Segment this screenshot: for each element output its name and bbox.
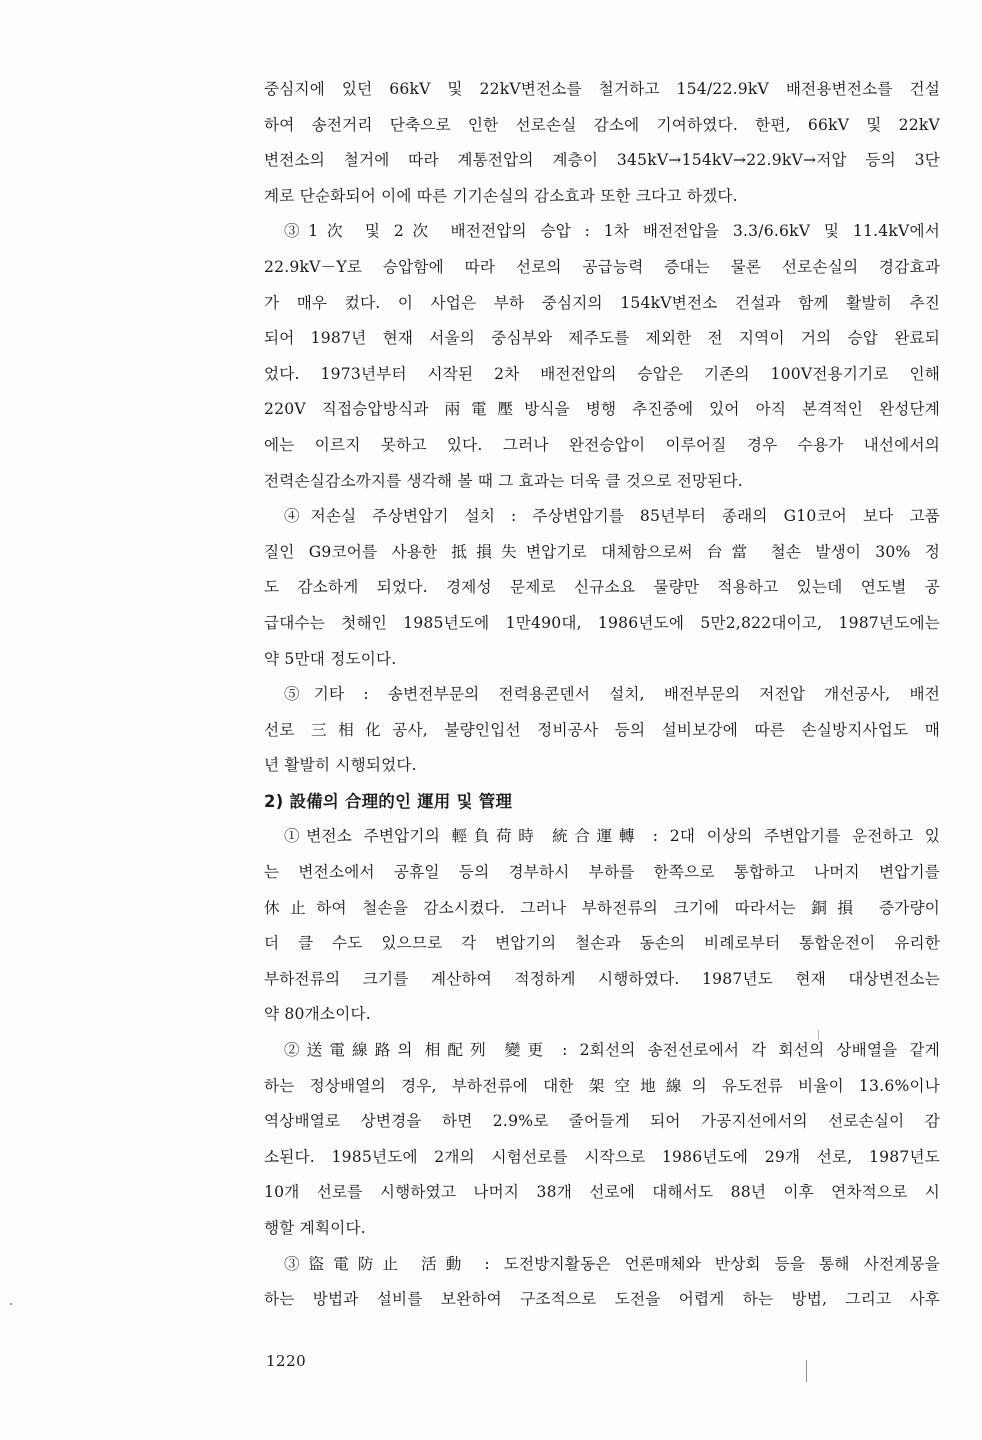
document-body	[264, 72, 940, 1318]
scan-artifact-mark	[818, 1030, 819, 1040]
text-line: 도 감소하게 되었다. 경제성 문제로 신규소요 물량만 적용하고 있는데 연도별 공	[264, 578, 940, 597]
text-line: 약 5만대 정도이다.	[264, 649, 397, 668]
text-line: 질인 G9코어를 사용한 抵損失변압기로 대체함으로써 台當 철손 발생이 30% 정	[264, 542, 940, 561]
scan-artifact-mark	[806, 1360, 807, 1382]
paragraph-theft-prevention	[264, 1247, 940, 1318]
text-line: ③1次 및 2次 배전전압의 승압 : 1차 배전전압을 3.3/6.6kV 및 11.4kV에서	[284, 222, 940, 241]
text-line: 계로 단순화되어 이에 따른 기기손실의 감소효과 또한 크다고 하겠다.	[264, 186, 738, 205]
text-line: 었다. 1973년부터 시작된 2차 배전전압의 승압은 기존의 100V전용기기로 인해	[264, 364, 940, 383]
page-number: 1220	[266, 1352, 307, 1370]
paragraph-other-measures	[264, 677, 940, 784]
paragraph-substation-consolidation	[264, 72, 940, 214]
text-line: 하는 방법과 설비를 보완하여 구조적으로 도전을 어렵게 하는 방법, 그리고 사후	[264, 1290, 940, 1309]
text-line: 에는 이르지 못하고 있다. 그러나 완전승압이 이루어질 경우 수용가 내선에서의	[264, 435, 940, 454]
text-line: ③盜電防止 活動 : 도전방지활동은 언론매체와 반상회 등을 통해 사전계몽을	[284, 1254, 940, 1273]
paragraph-voltage-boost	[264, 214, 940, 499]
text-line: ①변전소 주변압기의 輕負荷時 統合運轉 : 2대 이상의 주변압기를 운전하고 있	[284, 827, 940, 846]
text-line: 중심지에 있던 66kV 및 22kV변전소를 철거하고 154/22.9kV 배전용변전소를 건설	[264, 80, 940, 98]
text-line: 하는 정상배열의 경우, 부하전류에 대한 架空地線의 유도전류 비율이 13.6%이나	[264, 1076, 940, 1095]
text-line: 부하전류의 크기를 계산하여 적정하게 시행하였다. 1987년도 현재 대상변전소는	[264, 969, 940, 988]
text-line: 역상배열로 상변경을 하면 2.9%로 줄어들게 되어 가공지선에서의 선로손실이 감	[264, 1112, 940, 1131]
text-line: 가 매우 컸다. 이 사업은 부하 중심지의 154kV변전소 건설과 함께 활발히 추진	[264, 293, 940, 312]
text-line: 소된다. 1985년도에 2개의 시험선로를 시작으로 1986년도에 29개 선로, 1987년도	[264, 1147, 940, 1166]
text-line: 는 변전소에서 공휴일 등의 경부하시 부하를 한쪽으로 통합하고 나머지 변압기를	[264, 863, 940, 882]
text-line: 하여 송전거리 단축으로 인한 선로손실 감소에 기여하였다. 한편, 66kV 및 22kV	[264, 115, 940, 134]
paragraph-low-loss-transformer	[264, 499, 940, 677]
text-line: ⑤기타 : 송변전부문의 전력용콘덴서 설치, 배전부문의 저전압 개선공사, 배전	[284, 685, 940, 704]
scan-artifact-mark	[10, 1303, 12, 1305]
text-line: 약 80개소이다.	[264, 1005, 371, 1024]
text-line: 10개 선로를 시행하였고 나머지 38개 선로에 대해서도 88년 이후 연차적으로 시	[264, 1183, 940, 1202]
text-line: ②送電線路의 相配列 變更 : 2회선의 송전선로에서 각 회선의 상배열을 같게	[284, 1041, 940, 1060]
text-line: 休止하여 철손을 감소시켰다. 그러나 부하전류의 크기에 따라서는 銅損 증가량이	[264, 898, 940, 917]
section-heading: 2) 設備의 合理的인 運用 및 管理	[264, 791, 513, 811]
text-line: 선로 三相化공사, 불량인입선 정비공사 등의 설비보강에 따른 손실방지사업도 매	[264, 720, 940, 739]
text-line: 22.9kV－Y로 승압함에 따라 선로의 공급능력 증대는 물론 선로손실의 경감효과	[264, 257, 940, 276]
text-line: 변전소의 철거에 따라 계통전압의 계층이 345kV→154kV→22.9kV→저압 등의 3단	[264, 151, 940, 170]
text-line: 년 활발히 시행되었다.	[264, 756, 417, 775]
paragraph-transformer-integration	[264, 819, 940, 1033]
text-line: 행할 계획이다.	[264, 1219, 366, 1237]
text-line: 되어 1987년 현재 서울의 중심부와 제주도를 제외한 전 지역이 거의 승압 완료되	[264, 329, 940, 348]
text-line: 220V 직접승압방식과 兩電壓방식을 병행 추진중에 있어 아직 본격적인 완성단계	[264, 400, 940, 419]
text-line: 급대수는 첫해인 1985년도에 1만490대, 1986년도에 5만2,822대이고, 1987년도에는	[264, 613, 940, 632]
text-line: 전력손실감소까지를 생각해 볼 때 그 효과는 더욱 클 것으로 전망된다.	[264, 471, 743, 490]
paragraph-phase-arrangement	[264, 1033, 940, 1247]
text-line: 더 클 수도 있으므로 각 변압기의 철손과 동손의 비례로부터 통합운전이 유리한	[264, 934, 940, 953]
text-line: ④저손실 주상변압기 설치 : 주상변압기를 85년부터 종래의 G10코어 보다 고품	[284, 507, 940, 526]
